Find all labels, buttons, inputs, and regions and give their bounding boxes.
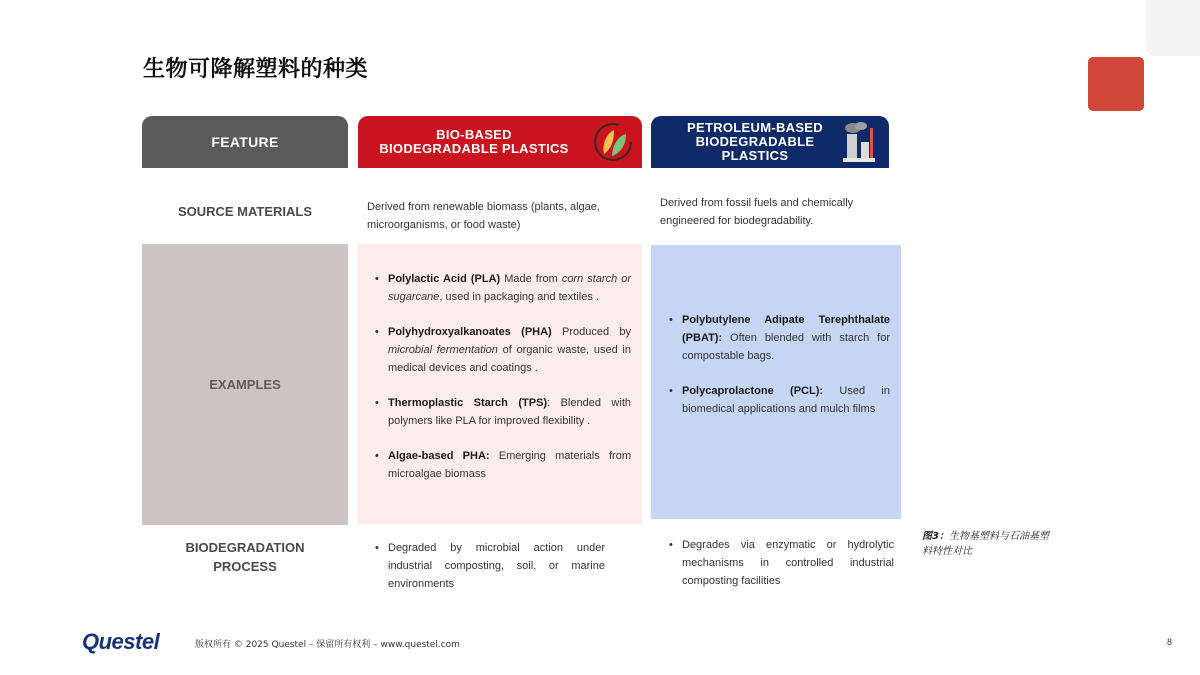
list-item: • Polylactic Acid (PLA) Made from corn starch or sugarcane, used in packaging and textiles .: [375, 270, 631, 306]
caption-text: 生物基塑料与石油基塑料特性对比: [922, 531, 1049, 557]
header-feature: [142, 116, 348, 168]
figure-caption: [922, 529, 1052, 559]
header-bio-based-label: BIO-BASED BIODEGRADABLE PLASTICS: [379, 127, 569, 156]
accent-square: [1088, 57, 1144, 111]
biodegradation-bio-list: [375, 539, 605, 593]
slide-title: 生物可降解塑料的种类: [143, 57, 369, 82]
source-bio-text: Derived from renewable biomass (plants, algae, microorganisms, or food waste): [367, 201, 600, 231]
footer-copyright: 版权所有 © 2025 Questel – 保留所有权利 – www.questel.com: [195, 640, 460, 650]
list-item: • Degraded by microbial action under industrial composting, soil, or marine environments: [375, 539, 605, 593]
factory-icon: [841, 120, 877, 164]
page-number: 8: [1167, 637, 1173, 647]
list-item: • Thermoplastic Starch (TPS): Blended with polymers like PLA for improved flexibility .: [375, 394, 631, 430]
list-item: • Degrades via enzymatic or hydrolytic mechanisms in controlled industrial composting facilities: [669, 536, 894, 590]
corner-decoration: [1146, 0, 1200, 56]
caption-prefix: 图3：: [922, 531, 949, 542]
row-label-source-materials: SOURCE MATERIALS: [177, 203, 313, 219]
header-bio-based: [358, 116, 642, 168]
examples-petroleum-list: [669, 311, 890, 435]
source-petroleum-text: Derived from fossil fuels and chemically engineered for biodegradability.: [660, 197, 854, 227]
header-petroleum-based-label: PETROLEUM-BASED BIODEGRADABLE PLASTICS: [687, 120, 823, 163]
row-label-examples: EXAMPLES: [209, 377, 281, 392]
examples-bio-list: [375, 270, 631, 500]
list-item: • Polycaprolactone (PCL): Used in biomedical applications and mulch films: [669, 382, 890, 418]
leaf-icon: [592, 122, 634, 162]
list-item: • Polybutylene Adipate Terephthalate (PBAT): Often blended with starch for compostable bags.: [669, 311, 890, 365]
header-feature-label: FEATURE: [211, 134, 279, 150]
questel-logo: Questel: [82, 629, 160, 654]
header-petroleum-based: [651, 116, 889, 168]
list-item: • Polyhydroxyalkanoates (PHA) Produced by microbial fermentation of organic waste, used in medical devices and coatings .: [375, 323, 631, 377]
biodegradation-petroleum-list: [669, 536, 894, 590]
row-label-biodegradation: BIODEGRADATION PROCESS: [185, 540, 305, 574]
list-item: • Algae-based PHA: Emerging materials from microalgae biomass: [375, 447, 631, 483]
